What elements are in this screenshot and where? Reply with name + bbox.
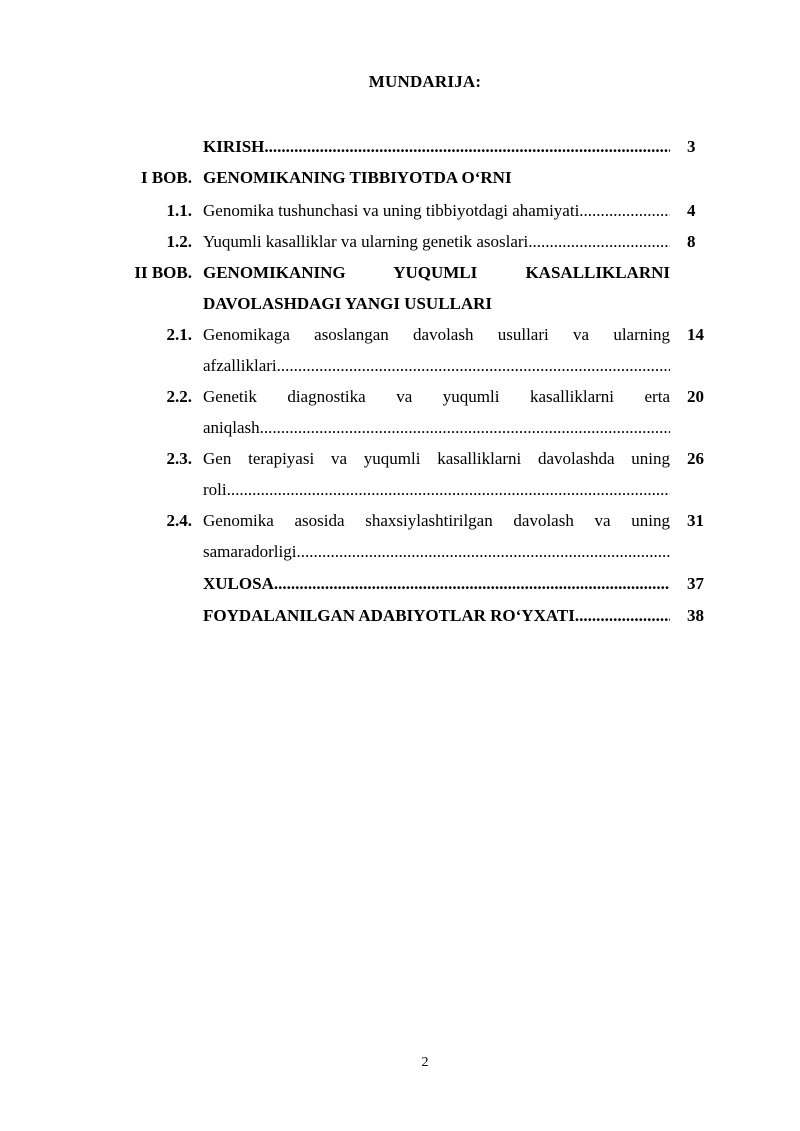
toc-entry-1-2-text[interactable]: Yuqumli kasalliklar va ularning genetik asoslari ..... [203, 226, 670, 257]
toc-entry-1-1-page: 4 [687, 201, 696, 220]
toc-entry-kirish-text[interactable]: KIRISH ..... [203, 131, 670, 162]
page-number: 2 [421, 1055, 429, 1070]
toc-entry-chapter1-text[interactable]: GENOMIKANING TIBBIYOTDA O‘RNI [203, 168, 512, 187]
toc-entry-chapter1-number: I BOB. [140, 168, 192, 187]
toc-entry-1-2-number: 1.2. [166, 232, 192, 251]
toc-entry-1-2-page: 8 [687, 232, 696, 251]
toc-entry-1-1-number: 1.1. [166, 201, 192, 220]
toc-entry-2-1-page: 14 [687, 325, 704, 344]
toc-entry-2-3-text-line2[interactable]: roli ..... [203, 474, 670, 505]
toc-entry-chapter2-text-line1[interactable]: GENOMIKANING YUQUMLI KASALLIKLARNI [203, 263, 670, 282]
toc-entry-2-1-number: 2.1. [166, 325, 192, 344]
toc-entry-chapter2-text-line2[interactable]: DAVOLASHDAGI YANGI USULLARI [203, 294, 493, 313]
toc-entry-2-2-number: 2.2. [166, 387, 192, 406]
toc-entry-2-2-text-line1[interactable]: Genetik diagnostika va yuqumli kasalliklarni erta [203, 387, 670, 406]
toc-entry-1-1-text[interactable]: Genomika tushunchasi va uning tibbiyotdagi ahamiyati ..... [203, 195, 670, 226]
toc-entry-2-1-text-line2[interactable]: afzalliklari ..... [203, 350, 670, 381]
toc-entry-2-1-text-line1[interactable]: Genomikaga asoslangan davolash usullari va ularning [203, 325, 670, 344]
toc-entry-2-3-number: 2.3. [166, 449, 192, 468]
toc-entry-kirish-page: 3 [687, 137, 696, 156]
page-title: MUNDARIJA: [368, 72, 482, 91]
toc-entry-2-2-text-line2[interactable]: aniqlash ..... [203, 412, 670, 443]
toc-entry-xulosa-page: 37 [687, 574, 704, 593]
toc-entry-2-4-number: 2.4. [166, 511, 192, 530]
toc-entry-references-text[interactable]: FOYDALANILGAN ADABIYOTLAR RO‘YXATI ..... [203, 600, 670, 631]
toc-entry-2-4-text-line2[interactable]: samaradorligi ..... [203, 536, 670, 567]
toc-entry-2-4-page: 31 [687, 511, 704, 530]
toc-entry-2-3-text-line1[interactable]: Gen terapiyasi va yuqumli kasalliklarni davolashda uning [203, 449, 670, 468]
toc-entry-xulosa-text[interactable]: XULOSA ..... [203, 568, 670, 599]
toc-entry-chapter2-number: II BOB. [134, 263, 192, 282]
toc-entry-2-2-page: 20 [687, 387, 704, 406]
toc-entry-references-page: 38 [687, 606, 704, 625]
toc-entry-2-4-text-line1[interactable]: Genomika asosida shaxsiylashtirilgan davolash va uning [203, 511, 670, 530]
toc-entry-2-3-page: 26 [687, 449, 704, 468]
